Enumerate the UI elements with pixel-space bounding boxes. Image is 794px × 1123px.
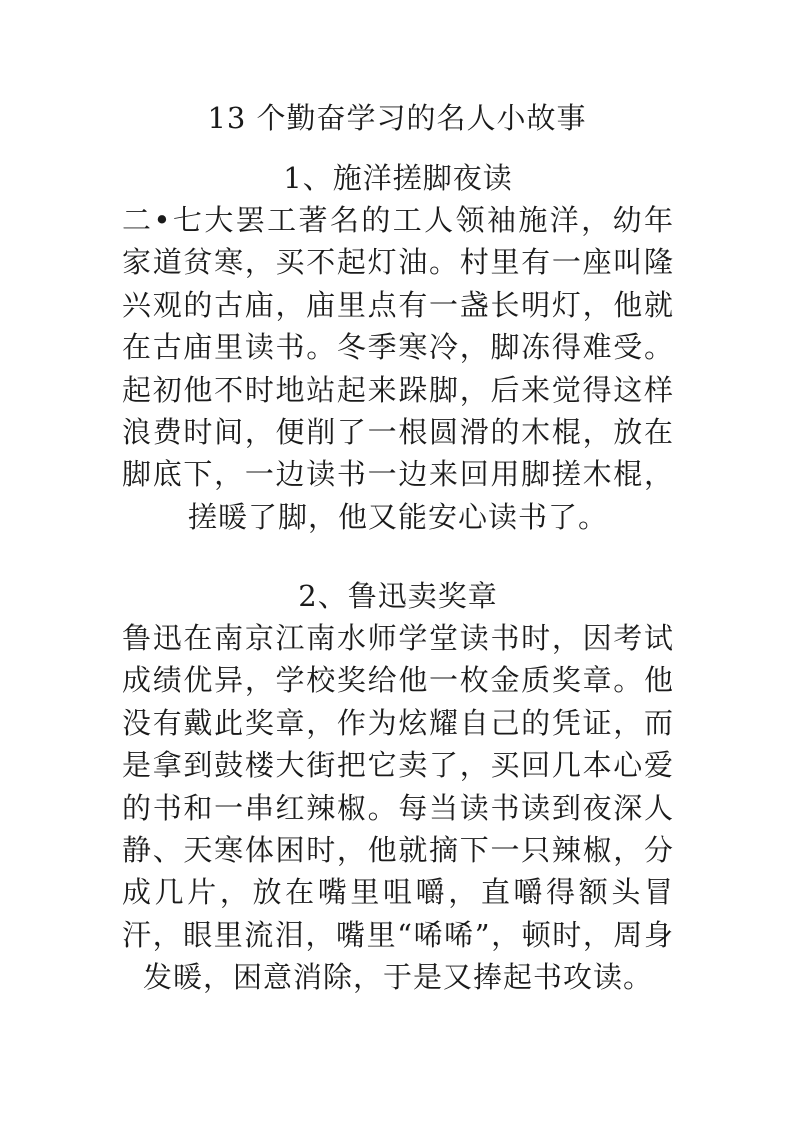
- document-title: 13 个勤奋学习的名人小故事: [207, 101, 587, 135]
- story-section-shi-yang: [122, 157, 674, 538]
- section-paragraph: 二•七大罢工著名的工人领袖施洋，幼年家道贫寒，买不起灯油。村里有一座叫隆兴观的古庙，庙里点有一盏长明灯，他就在古庙里读书。冬季寒冷，脚冻得难受。起初他不时地站起来跺脚，后来觉得这样浪费时间，便削了一根圆滑的木棍，放在脚底下，一边读书一边来回用脚搓木棍，搓暖了脚，他又能安心读书了。: [122, 203, 674, 534]
- story-section-lu-xun: [122, 575, 674, 999]
- section-heading: 1、施洋搓脚夜读: [283, 161, 513, 195]
- section-heading: 2、鲁迅卖奖章: [298, 579, 498, 613]
- section-paragraph: 鲁迅在南京江南水师学堂读书时，因考试成绩优异，学校奖给他一枚金质奖章。他没有戴此奖章，作为炫耀自己的凭证，而是拿到鼓楼大街把它卖了，买回几本心爱的书和一串红辣椒。每当读书读到夜深人静、天寒体困时，他就摘下一只辣椒，分成几片，放在嘴里咀嚼，直嚼得额头冒汗，眼里流泪，嘴里“唏唏”，顿时，周身发暖，困意消除，于是又捧起书攻读。: [122, 621, 674, 995]
